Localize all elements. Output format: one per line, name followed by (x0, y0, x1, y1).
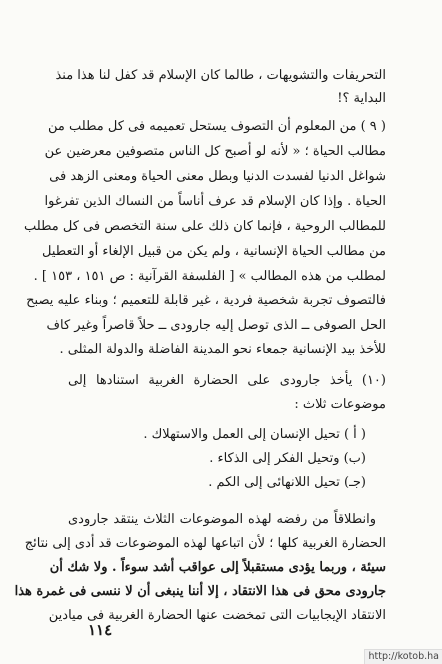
text-line: الحل الصوفى ــ الذى توصل إليه جارودى ــ حلاً قاصراً وغير كاف (46, 318, 386, 333)
text-line: وانطلاقاً من رفضه لهذه الموضوعات الثلاث ينتقد جارودى (68, 512, 376, 527)
list-item: ( أ ) تحيل الإنسان إلى العمل والاستهلاك . (143, 427, 366, 442)
text-line: موضوعات ثلاث : (294, 397, 386, 412)
text-line: للأخذ بيد الإنسانية جمعاء نحو المدينة الفاضلة والدولة المثلى . (59, 342, 386, 357)
text-line: (١٠) يأخذ جارودى على الحضارة الغربية استنادها إلى (68, 373, 386, 388)
text-line: جارودى محق فى هذا الانتقاد ، إلا أننا ينبغى أن لا ننسى فى غمرة هذا (14, 584, 386, 599)
source-watermark: http://kotob.ha (364, 649, 442, 664)
text-line: مطالب الحياة ؛ « لأنه لو أصبح كل الناس متصوفين معرضين عن (44, 144, 386, 159)
text-line: الانتقاد الإيجابيات التى تمخضت عنها الحضارة الغربية فى ميادين (48, 608, 386, 623)
text-line: لمطلب من هذه المطالب » [ الفلسفة القرآنية : ص ١٥١ ، ١٥٣ ] . (33, 269, 386, 284)
text-line: ( ٩ ) من المعلوم أن التصوف يستحل تعميمه فى كل مطلب من (48, 119, 386, 134)
list-item: (جـ) تحيل اللانهائى إلى الكم . (208, 475, 366, 490)
text-line: شواغل الدنيا لفسدت الدنيا وبطل معنى الحياة ومعنى الزهد فى (49, 169, 386, 184)
page-number: ١١٤ (88, 621, 113, 639)
list-item: (ب) وتحيل الفكر إلى الذكاء . (209, 451, 366, 466)
text-line: فالتصوف تجربة شخصية فردية ، غير قابلة للتعميم ؛ وبناء عليه يصبح (26, 293, 386, 308)
text-line: للمطالب الروحية ، فإنما كان ذلك على سنة التخصص فى كل مطلب (24, 219, 386, 234)
text-line: من مطالب الحياة الإنسانية ، ولم يكن من قبيل الإلغاء أو التعطيل (42, 244, 386, 259)
text-line: الحضارة الغربية كلها ؛ لأن اتباعها لهذه الموضوعات قد أدى إلى نتائج (24, 536, 386, 551)
text-line: التحريفات والتشويهات ، طالما كان الإسلام قد كفل لنا هذا منذ (55, 68, 386, 83)
text-line: البداية ؟! (337, 91, 386, 106)
text-line: سيئة ، وربما يؤدى مستقبلاً إلى عواقب أشد سوءاً . ولا شك أن (49, 560, 386, 575)
text-line: الحياة . وإذا كان الإسلام قد عرف أناساً من النساك الذين تفرغوا (44, 194, 386, 209)
